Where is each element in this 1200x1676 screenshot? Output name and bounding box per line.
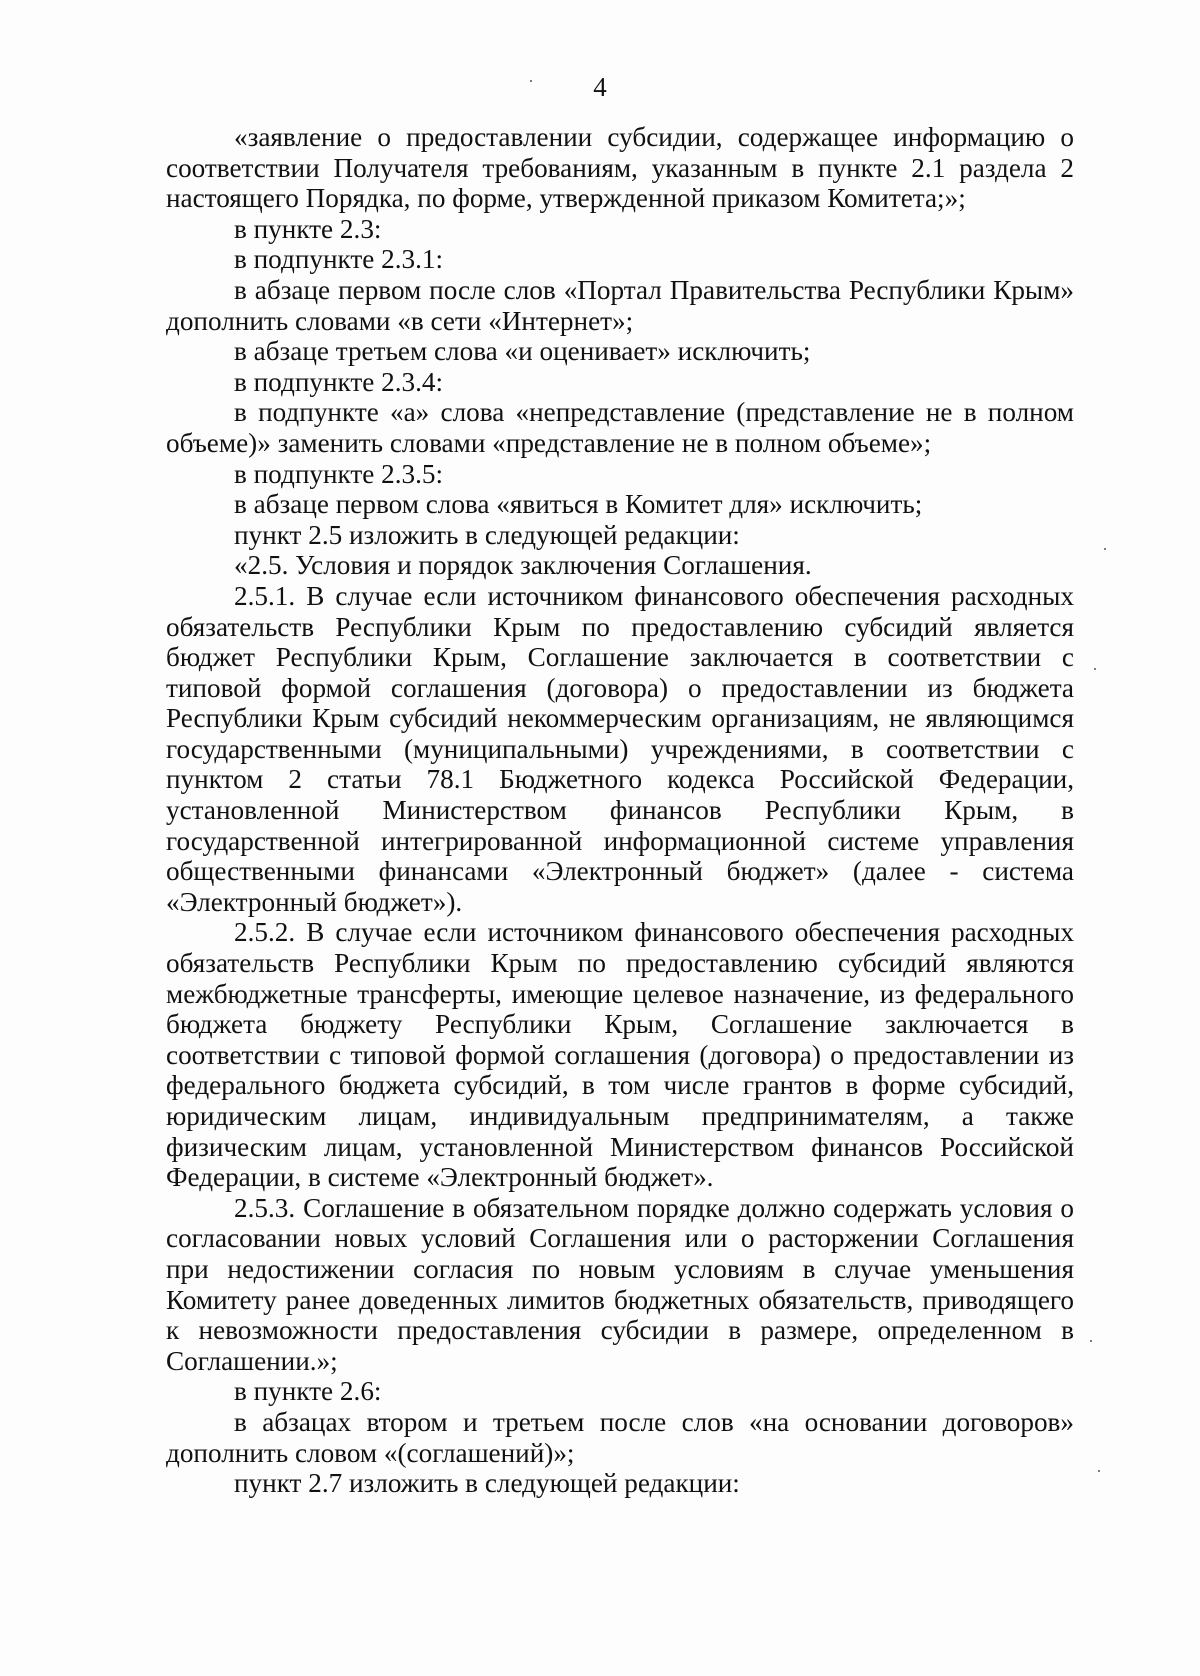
paragraph: в абзаце третьем слова «и оценивает» исключить;: [234, 336, 811, 367]
paragraph: в пункте 2.3:: [234, 213, 382, 244]
paragraph: в абзаце первом после слов «Портал Правительства Республики Крым» дополнить словами «в сети «Интернет»;: [166, 274, 1074, 336]
paragraph: пункт 2.7 изложить в следующей редакции:: [234, 1468, 740, 1499]
scan-speck: [1090, 1340, 1092, 1342]
paragraph: в подпункте 2.3.1:: [234, 244, 444, 275]
paragraph: в подпункте «а» слова «непредставление (представление не в полном объеме)» заменить словами «представление не в полном объеме»;: [166, 397, 1074, 458]
paragraph: в подпункте 2.3.4:: [234, 366, 444, 397]
scan-speck: [1104, 548, 1106, 550]
paragraph: 2.5.3. Соглашение в обязательном порядке должно содержать условия о согласовании новых условий Соглашения или о расторжении Соглашения при недостижении согласия по новым условиям в случае уменьшения Комитету ранее доведенных лимитов бюджетных обязательств, приводящего к невозможности предоставления субсидии в размере, определенном в Соглашении.»;: [166, 1192, 1074, 1376]
paragraph: 2.5.2. В случае если источником финансового обеспечения расходных обязательств Республики Крым по предоставлению субсидий являются межбюджетные трансферты, имеющие целевое назначение, из федерального бюджета бюджету Республики Крым, Соглашение заключается в соответствии с типовой формой соглашения (договора) о предоставлении из федерального бюджета субсидий, в том числе грантов в форме субсидий, юридическим лицам, индивидуальным предпринимателям, а также физическим лицам, установленной Министерством финансов Российской Федерации, в системе «Электронный бюджет».: [166, 917, 1074, 1193]
paragraph: пункт 2.5 изложить в следующей редакции:: [234, 519, 740, 550]
page-number: 4: [593, 72, 607, 102]
paragraph: в пункте 2.6:: [234, 1376, 382, 1407]
scan-speck: [1094, 668, 1096, 670]
paragraph: в абзацах втором и третьем после слов «на основании договоров» дополнить словом «(соглашений)»;: [166, 1406, 1074, 1468]
paragraph: в подпункте 2.3.5:: [234, 458, 444, 489]
paragraph: «заявление о предоставлении субсидии, содержащее информацию о соответствии Получателя требованиям, указанным в пункте 2.1 раздела 2 настоящего Порядка, по форме, утвержденной приказом Комитета;»;: [166, 122, 1074, 214]
scan-speck: [530, 80, 532, 82]
document-body: [166, 122, 1074, 1499]
paragraph: в абзаце первом слова «явиться в Комитет для» исключить;: [234, 489, 923, 520]
paragraph: «2.5. Условия и порядок заключения Соглашения.: [234, 550, 812, 581]
paragraph: 2.5.1. В случае если источником финансового обеспечения расходных обязательств Республики Крым по предоставлению субсидий является бюджет Республики Крым, Соглашение заключается в соответствии с типовой формой соглашения (договора) о предоставлении из бюджета Республики Крым субсидий некоммерческим организациям, не являющимся государственными (муниципальными) учреждениями, в соответствии с пунктом 2 статьи 78.1 Бюджетного кодекса Российской Федерации, установленной Министерством финансов Республики Крым, в государственной интегрированной информационной системе управления общественными финансами «Электронный бюджет» (далее - система «Электронный бюджет»).: [166, 580, 1074, 917]
scan-speck: [1098, 1470, 1100, 1472]
